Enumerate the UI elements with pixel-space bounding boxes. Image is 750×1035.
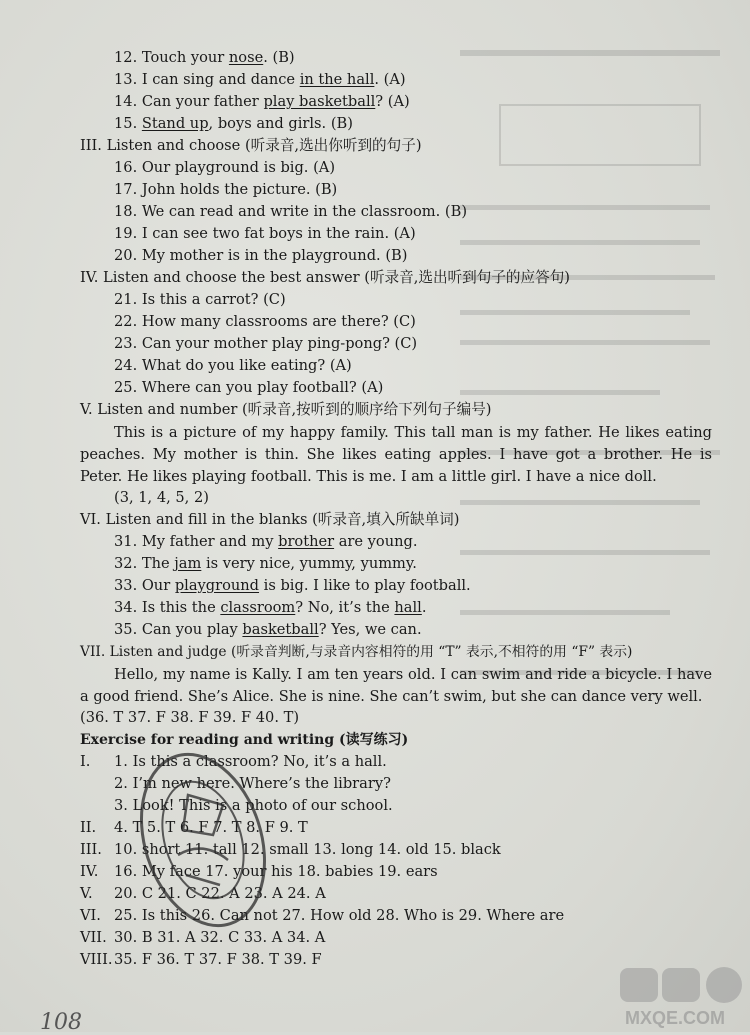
section-heading-v: V. Listen and number (听录音,按听到的顺序给下列句子编号) bbox=[80, 401, 492, 418]
list-item: 18. We can read and write in the classroom. (B) bbox=[114, 203, 468, 220]
answer-sequence-v: (3, 1, 4, 5, 2) bbox=[114, 489, 209, 506]
section-heading-iii: III. Listen and choose (听录音,选出你听到的句子) bbox=[80, 137, 422, 154]
answer-sequence-vii: (36. T 37. F 38. F 39. F 40. T) bbox=[80, 709, 300, 726]
answer-row: 16. My face 17. your his 18. babies 19. ears bbox=[114, 863, 438, 880]
answer-row: 20. C 21. C 22. A 23. A 24. A bbox=[114, 885, 326, 902]
answer-line-13: 13. I can sing and dance in the hall. (A) bbox=[114, 71, 406, 88]
list-item: 2. I’m new here. Where’s the library? bbox=[114, 775, 391, 792]
fill-blank-33: 33. Our playground is big. I like to play football. bbox=[114, 577, 471, 594]
answer-row: 10. short 11. tall 12. small 13. long 14. old 15. black bbox=[114, 841, 501, 858]
list-item: 21. Is this a carrot? (C) bbox=[114, 291, 286, 308]
svg-text:MXQE.COM: MXQE.COM bbox=[624, 1008, 726, 1028]
list-item: 20. My mother is in the playground. (B) bbox=[114, 247, 408, 264]
bleed-through-texture bbox=[440, 30, 740, 730]
answer-line-12: 12. Touch your nose. (B) bbox=[114, 49, 295, 66]
fill-blank-32: 32. The jam is very nice, yummy, yummy. bbox=[114, 555, 417, 572]
list-item: 19. I can see two fat boys in the rain. (A) bbox=[114, 225, 416, 242]
section-heading-vii: VII. Listen and judge (听录音判断,与录音内容相符的用 “T” 表示,不相符的用 “F” 表示) bbox=[80, 644, 633, 660]
list-item: 22. How many classrooms are there? (C) bbox=[114, 313, 416, 330]
list-item: 23. Can your mother play ping-pong? (C) bbox=[114, 335, 418, 352]
listening-passage-vii: Hello, my name is Kally. I am ten years old. I can swim and ride a bicycle. I have a good friend. She’s Alice. She is nine. She can’t swim, but she can dance very well. bbox=[80, 666, 712, 705]
list-item: 1. Is this a classroom? No, it’s a hall. bbox=[114, 753, 387, 770]
section-label: III. bbox=[80, 841, 102, 858]
list-item: 24. What do you like eating? (A) bbox=[114, 357, 352, 374]
answer-row: 4. T 5. T 6. F 7. T 8. F 9. T bbox=[114, 819, 308, 836]
section-label: V. bbox=[80, 885, 93, 902]
site-watermark-logo bbox=[600, 960, 750, 1032]
list-item: 17. John holds the picture. (B) bbox=[114, 181, 338, 198]
section-label: IV. bbox=[80, 863, 99, 880]
section-label: VIII. bbox=[80, 951, 113, 968]
section-label: II. bbox=[80, 819, 97, 836]
answer-row: 30. B 31. A 32. C 33. A 34. A bbox=[114, 929, 326, 946]
answer-line-15: 15. Stand up, boys and girls. (B) bbox=[114, 115, 353, 132]
fill-blank-31: 31. My father and my brother are young. bbox=[114, 533, 418, 550]
page-number: 108 bbox=[40, 1010, 82, 1035]
answer-row: 35. F 36. T 37. F 38. T 39. F bbox=[114, 951, 322, 968]
list-item: 25. Where can you play football? (A) bbox=[114, 379, 384, 396]
fill-blank-35: 35. Can you play basketball? Yes, we can. bbox=[114, 621, 422, 638]
section-heading-iv: IV. Listen and choose the best answer (听录音,选出听到句子的应答句) bbox=[80, 269, 570, 286]
list-item: 16. Our playground is big. (A) bbox=[114, 159, 336, 176]
listening-passage-v: This is a picture of my happy family. This tall man is my father. He likes eating peaches. My mother is thin. She likes eating apples. I have got a brother. He is Peter. He likes playing football. This is me. I am a little girl. I have a nice doll. bbox=[80, 424, 712, 485]
section-label: VI. bbox=[80, 907, 101, 924]
section-label: I. bbox=[80, 753, 91, 770]
answer-row: 25. Is this 26. Can not 27. How old 28. Who is 29. Where are bbox=[114, 907, 565, 924]
answer-line-14: 14. Can your father play basketball? (A) bbox=[114, 93, 410, 110]
section-label: VII. bbox=[80, 929, 107, 946]
reading-writing-heading: Exercise for reading and writing (读写练习) bbox=[80, 732, 409, 748]
list-item: 3. Look! This is a photo of our school. bbox=[114, 797, 393, 814]
section-heading-vi: VI. Listen and fill in the blanks (听录音,填入所缺单词) bbox=[80, 511, 460, 528]
fill-blank-34: 34. Is this the classroom? No, it’s the hall. bbox=[114, 599, 427, 616]
